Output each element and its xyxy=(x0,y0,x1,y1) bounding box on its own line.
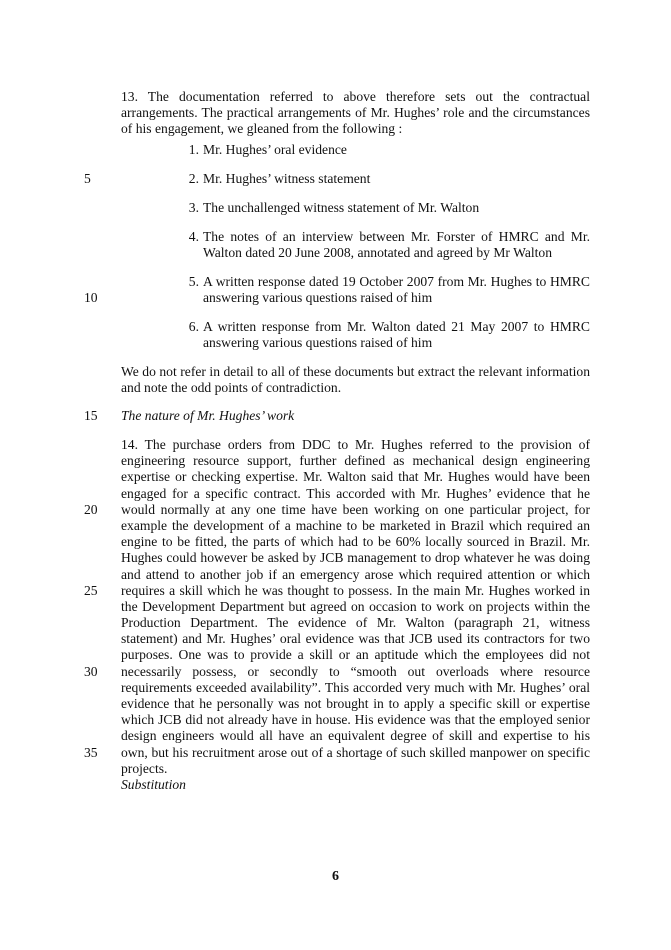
paragraph-14-line: projects. xyxy=(121,760,168,776)
list-text-line: answering various questions raised of him xyxy=(203,335,433,351)
list-text xyxy=(203,171,590,187)
paragraph-14-line: engine to be fitted, the parts of which had to be 60% locally sourced in Brazil. Mr. xyxy=(121,534,590,550)
paragraph-13 xyxy=(121,89,590,138)
paragraph-14-line: 14. The purchase orders from DDC to Mr. Hughes referred to the provision of xyxy=(121,437,590,452)
paragraph-14-line: requires a skill which he was thought to possess. In the main Mr. Hughes worked in xyxy=(121,582,590,598)
list-number: 2. xyxy=(188,171,199,186)
list-text xyxy=(203,200,590,216)
list-number: 3. xyxy=(188,200,199,215)
list-text xyxy=(203,319,590,351)
list-text-line: The notes of an interview between Mr. Forster of HMRC and Mr. xyxy=(203,229,590,244)
line-number: 10 xyxy=(84,290,98,305)
list-number: 4. xyxy=(188,229,199,244)
paragraph-14-line: own, but his recruitment arose out of a shortage of such skilled manpower on specific xyxy=(121,744,590,760)
paragraph-14-line: design engineers would all have an equivalent degree of skill and expertise to his xyxy=(121,728,590,744)
line-number: 35 xyxy=(84,745,98,760)
line-number: 30 xyxy=(84,664,98,679)
paragraph-14-line: and attend to another job if an emergency arose which required attention or which xyxy=(121,566,590,582)
section-heading-substitution: Substitution xyxy=(121,777,186,792)
paragraph-14-line: engaged for a specific contract. This accorded with Mr. Hughes’ evidence that he xyxy=(121,485,590,501)
list-text-line: A written response dated 19 October 2007 from Mr. Hughes to HMRC xyxy=(203,274,590,289)
list-number: 1. xyxy=(188,142,199,157)
paragraph-14-line: which JCB did not already have in house. His evidence was that the employed senior xyxy=(121,712,590,728)
paragraph-14-line: the Development Department but agreed on occasion to work on projects within the xyxy=(121,598,590,614)
after-list-line: and note the odd points of contradiction. xyxy=(121,380,342,396)
list-text-line: A written response from Mr. Walton dated 21 May 2007 to HMRC xyxy=(203,319,590,334)
list-text-line: Mr. Hughes’ oral evidence xyxy=(203,142,347,157)
list-text-line: Walton dated 20 June 2008, annotated and agreed by Mr Walton xyxy=(203,245,553,261)
paragraph-14-line: necessarily possess, or secondly to “smooth out overloads where resource xyxy=(121,663,590,679)
paragraph-14-line: Hughes could however be asked by JCB management to drop whatever he was doing xyxy=(121,550,590,566)
paragraph-14-line: Production Department. The evidence of Mr. Walton (paragraph 21, witness xyxy=(121,615,590,631)
paragraph-13-line: arrangements. The practical arrangements of Mr. Hughes’ role and the circumstances xyxy=(121,105,590,121)
paragraph-14-line: would normally at any one time have been working on one particular project, for xyxy=(121,501,590,517)
paragraph-13-line: of his engagement, we gleaned from the following : xyxy=(121,121,403,137)
paragraph-13-line: 13. The documentation referred to above therefore sets out the contractual xyxy=(121,89,590,104)
paragraph-14-line: evidence that he personally was not brought in to apply a specific skill or expertise xyxy=(121,696,590,711)
paragraph-14-line: requirements exceeded availability”. This accorded very much with Mr. Hughes’ oral xyxy=(121,679,590,695)
after-list-paragraph xyxy=(121,364,590,396)
list-text xyxy=(203,142,590,158)
paragraph-14-line: example the development of a machine to be marketed in Brazil which required an xyxy=(121,517,590,533)
after-list-line: We do not refer in detail to all of these documents but extract the relevant information xyxy=(121,364,590,379)
paragraph-14-line: statement) and Mr. Hughes’ oral evidence was that JCB used its contractors for two xyxy=(121,631,590,647)
line-number: 5 xyxy=(84,171,91,186)
page-number: 6 xyxy=(332,869,339,884)
list-number: 6. xyxy=(188,319,199,334)
paragraph-14-line: expertise or checking expertise. Mr. Walton said that Mr. Hughes would have been xyxy=(121,469,590,485)
paragraph-14-line: engineering resource support, further defined as mechanical design engineering xyxy=(121,453,590,469)
list-text-line: answering various questions raised of him xyxy=(203,290,433,306)
list-text-line: Mr. Hughes’ witness statement xyxy=(203,171,371,186)
list-text xyxy=(203,229,590,261)
section-heading-nature: The nature of Mr. Hughes’ work xyxy=(121,408,295,423)
line-number: 25 xyxy=(84,583,98,598)
list-number: 5. xyxy=(188,274,199,289)
list-text xyxy=(203,274,590,306)
paragraph-14-line: purposes. One was to provide a skill or an aptitude which the employees did not xyxy=(121,647,590,663)
line-number: 15 xyxy=(84,408,98,423)
paragraph-14 xyxy=(121,437,590,777)
list-text-line: The unchallenged witness statement of Mr. Walton xyxy=(203,200,480,215)
line-number: 20 xyxy=(84,502,98,517)
